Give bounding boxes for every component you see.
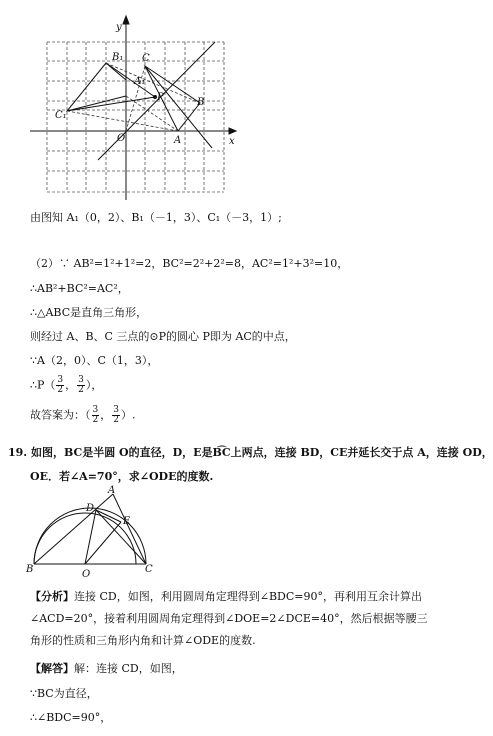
label-a: A	[174, 135, 182, 146]
answer-bdc-angle: ∴∠BDC=90°，	[30, 711, 112, 724]
label-c: C	[142, 53, 150, 64]
fig19-label-b: B	[26, 564, 34, 575]
fig19-label-d: D	[86, 503, 95, 514]
answer-tag: 【解答】	[30, 662, 74, 675]
solution-answer: 故答案为：（ $\frac{3}{2}$ ， $\frac{3}{2}$ ）.	[30, 405, 136, 425]
fig19-label-e: E	[123, 516, 131, 527]
fraction: $\frac{3}{2}$	[57, 375, 64, 395]
problem-19-stem-line2: OE．若∠A=70°，求∠ODE的度数.	[30, 470, 214, 483]
solution-sum: ∴AB²+BC²=AC²，	[30, 282, 129, 295]
solution-p-coordinates: ∴P（ $\frac{3}{2}$ ， $\frac{3}{2}$ ），	[30, 375, 103, 395]
label-a1: A₁	[134, 76, 146, 87]
solution-squares: （2）∵ AB²=1²+1²=2，BC²=2²+2²=8，AC²=1²+3²=10，	[30, 257, 349, 270]
label-b1: B₁	[112, 52, 124, 63]
fraction: $\frac{3}{2}$	[92, 405, 99, 425]
coordinate-figure	[0, 0, 443, 205]
answer-line	[30, 662, 183, 676]
answer-bc-diameter: ∵BC为直径，	[30, 687, 98, 700]
fraction: $\frac{3}{2}$	[113, 405, 119, 425]
answer-text: 解：连接 CD，如图，	[74, 662, 183, 675]
p-prefix: ∴P（	[30, 378, 56, 392]
label-b: B	[197, 97, 205, 108]
problem-19-stem-line1: 19. 如图，BC是半圆 O的直径，D，E是B͡C上两点，连接 BD，CE并延长交于点 A，连接 OD，	[8, 446, 493, 459]
analysis-tag: 【分析】	[30, 590, 74, 603]
p-suffix: ），	[85, 378, 103, 392]
fig19-label-a: A	[108, 485, 116, 496]
semicircle-figure	[0, 484, 443, 584]
origin-label: O	[117, 133, 126, 144]
y-axis-label: y	[116, 22, 122, 33]
solution-center: 则经过 A、B、C 三点的⊙P的圆心 P即为 AC的中点，	[30, 330, 296, 343]
label-c1: C₁	[55, 110, 67, 121]
solution-points: ∵A（2，0）、C（1，3），	[30, 354, 159, 367]
solution-coordinates: 由图知 A₁（0，2）、B₁（－1，3）、C₁（－3，1）;	[30, 211, 282, 224]
label-p: P	[157, 92, 164, 103]
analysis-paragraph	[30, 586, 435, 652]
fig19-label-o: O	[82, 569, 91, 580]
answer-prefix: 故答案为：（	[30, 408, 91, 422]
answer-suffix: ）.	[120, 408, 136, 422]
fraction: $\frac{3}{2}$	[78, 375, 84, 395]
fig19-label-c: C	[145, 564, 153, 575]
solution-right-triangle: ∴△ABC是直角三角形，	[30, 306, 148, 319]
x-axis-label: x	[229, 136, 235, 147]
analysis-text: 连接 CD，如图，利用圆周角定理得到∠BDC=90°，再利用互余计算出∠ACD=20°，接着利用圆周角定理得到∠DOE=2∠DCE=40°，然后根据等腰三角形的性质和三角形内角和计算∠ODE的度数.	[30, 590, 428, 647]
